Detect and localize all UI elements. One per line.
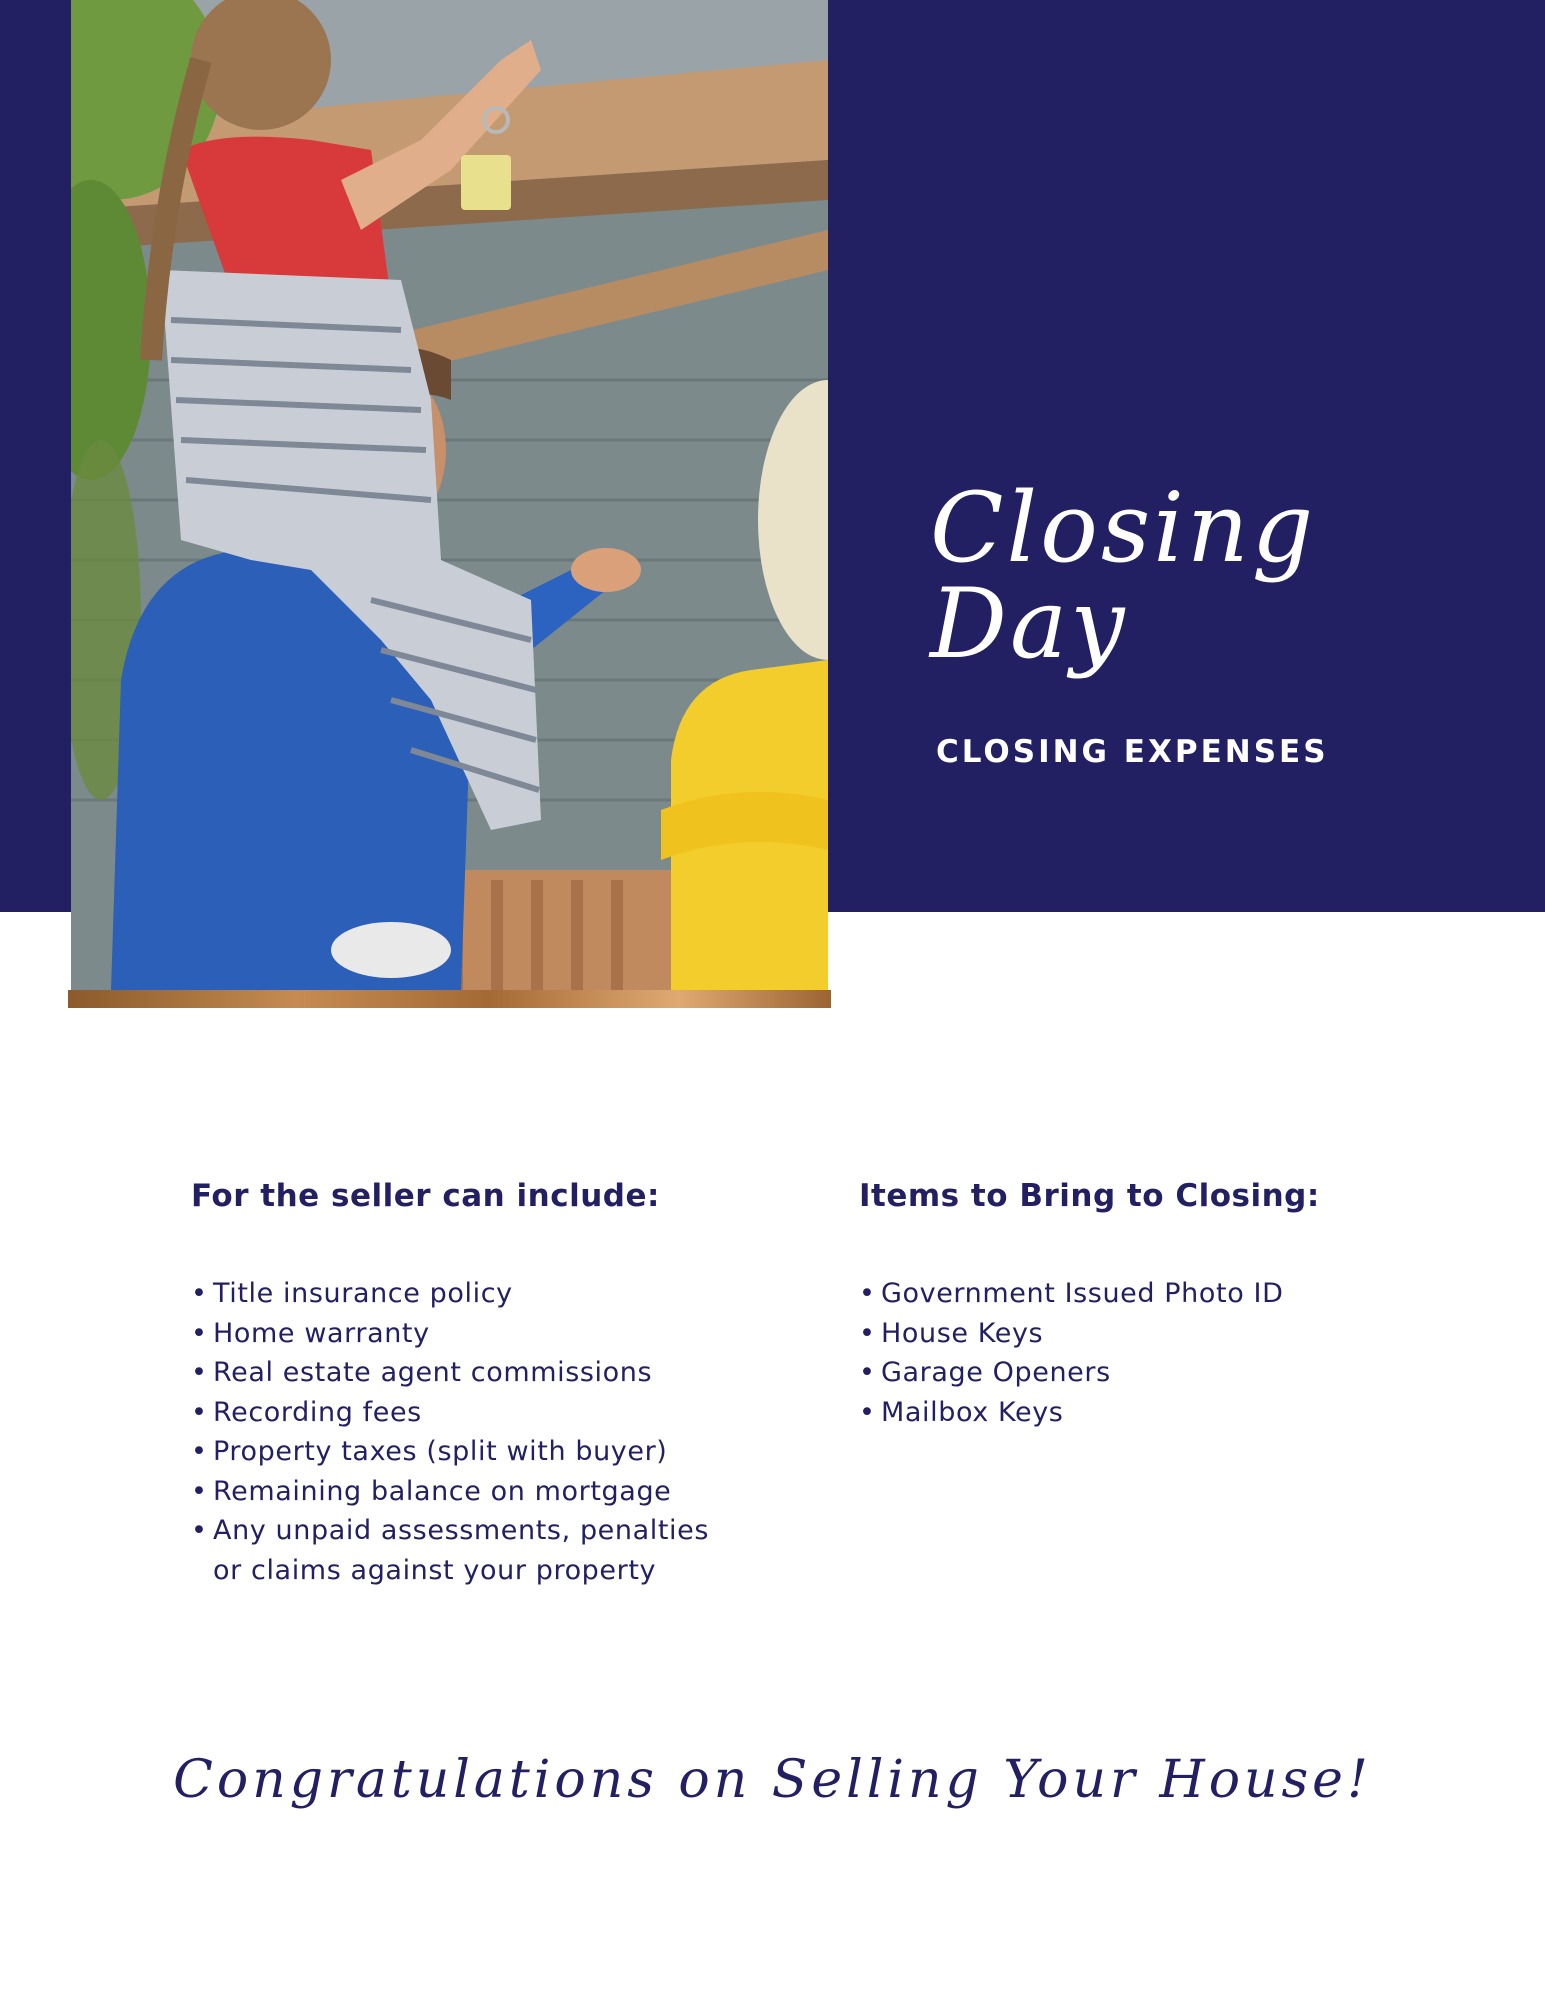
list-item: • House Keys [859,1314,1419,1354]
bring-items-list [859,1274,1419,1432]
seller-costs-list [191,1274,751,1590]
list-item: • Title insurance policy [191,1274,751,1314]
list-item: • Property taxes (split with buyer) [191,1432,751,1472]
list-item: • Mailbox Keys [859,1393,1419,1433]
family-photo [71,0,828,990]
page-title [930,472,1470,680]
seller-costs-section [191,1176,751,1590]
family-photo-illustration [71,0,828,990]
bring-items-section [859,1176,1419,1432]
list-item: • Remaining balance on mortgage [191,1472,751,1512]
gold-accent-bar [68,990,831,1008]
list-item: • Real estate agent commissions [191,1353,751,1393]
list-item: • Any unpaid assessments, penalties or claims against your property [191,1511,733,1590]
bring-items-heading: Items to Bring to Closing: [859,1178,1320,1214]
title-line-day: Day [930,568,1128,680]
title-line-closing: Closing [930,472,1317,584]
list-item: • Garage Openers [859,1353,1419,1393]
page-subtitle: CLOSING EXPENSES [936,734,1329,770]
list-item: • Recording fees [191,1393,751,1433]
list-item: • Government Issued Photo ID [859,1274,1419,1314]
list-item: • Home warranty [191,1314,751,1354]
congratulations-message: Congratulations on Selling Your House! [173,1750,1372,1810]
seller-costs-heading: For the seller can include: [191,1178,660,1214]
